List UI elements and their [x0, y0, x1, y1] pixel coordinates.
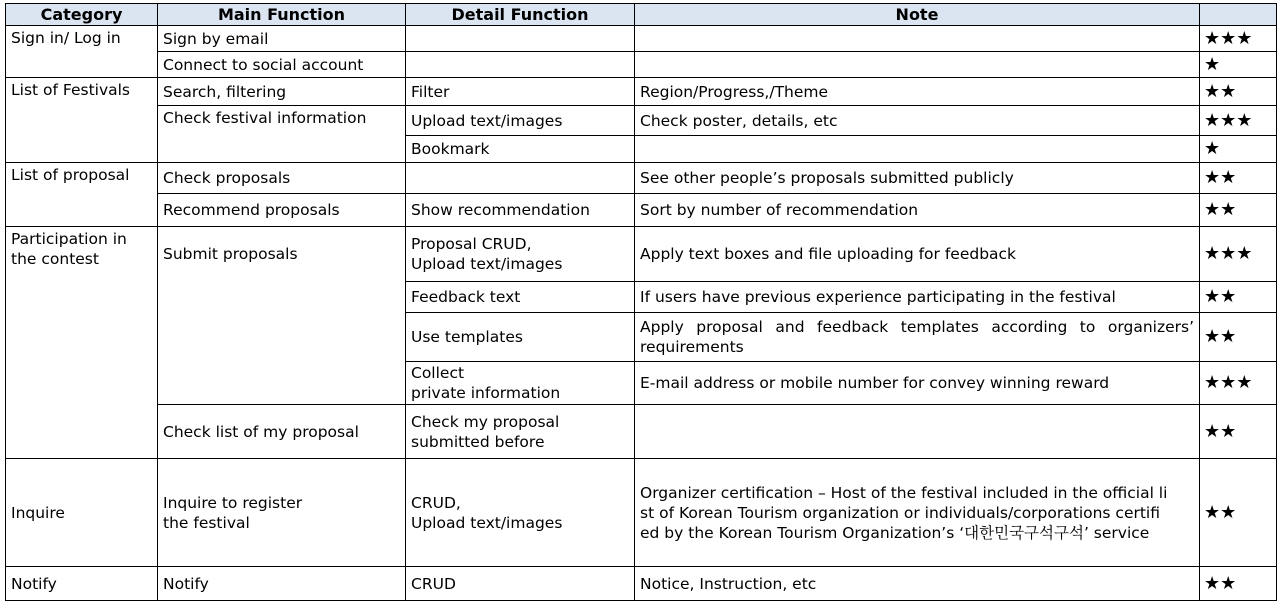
- category-cell: Sign in/ Log in: [6, 26, 158, 78]
- category-cell: Notify: [6, 567, 158, 601]
- rating-cell: ★★★: [1200, 26, 1277, 52]
- main-function-cell: Search, filtering: [158, 78, 406, 106]
- header-main-function: Main Function: [158, 4, 406, 26]
- detail-function-cell: Use templates: [406, 313, 635, 362]
- note-cell: Check poster, details, etc: [635, 106, 1200, 136]
- rating-cell: ★★: [1200, 194, 1277, 227]
- note-line: Apply proposal and feedback templates according to organizers’: [640, 318, 1194, 336]
- table-row: [6, 405, 1277, 459]
- header-detail-function: Detail Function: [406, 4, 635, 26]
- main-function-cell: [158, 459, 406, 567]
- note-cell: Region/Progress,/Theme: [635, 78, 1200, 106]
- main-function-cell: Sign by email: [158, 26, 406, 52]
- rating-cell: ★★: [1200, 459, 1277, 567]
- table-row: [6, 227, 1277, 282]
- detail-function-cell: Upload text/images: [406, 106, 635, 136]
- note-line: ed by the Korean Tourism Organization’s ‘대한민국구석구석’ service: [640, 523, 1150, 542]
- detail-function-cell: Filter: [406, 78, 635, 106]
- table-row: [6, 106, 1277, 136]
- note-cell: [635, 459, 1200, 567]
- rating-cell: ★: [1200, 52, 1277, 78]
- note-line: Organizer certification – Host of the festival included in the official li: [640, 483, 1168, 502]
- note-cell: [635, 26, 1200, 52]
- main-line: the festival: [163, 513, 250, 532]
- detail-line: Upload text/images: [411, 255, 563, 273]
- main-function-cell: Check proposals: [158, 163, 406, 194]
- detail-function-cell: [406, 26, 635, 52]
- rating-cell: ★★: [1200, 78, 1277, 106]
- detail-function-cell: [406, 362, 635, 405]
- main-function-cell: Notify: [158, 567, 406, 601]
- note-cell: See other people’s proposals submitted publicly: [635, 163, 1200, 194]
- main-function-cell: Check list of my proposal: [158, 405, 406, 459]
- note-cell: [635, 405, 1200, 459]
- category-cell: List of proposal: [6, 163, 158, 227]
- feature-table: [5, 3, 1277, 601]
- note-cell: Apply text boxes and file uploading for feedback: [635, 227, 1200, 282]
- main-function-cell: Submit proposals: [158, 227, 406, 405]
- table-row: [6, 78, 1277, 106]
- header-category: Category: [6, 4, 158, 26]
- detail-line: Check my proposal: [411, 412, 560, 431]
- header-row: [6, 4, 1277, 26]
- detail-function-cell: [406, 227, 635, 282]
- category-line: the contest: [11, 250, 99, 268]
- detail-line: private information: [411, 384, 561, 402]
- table-row: [6, 52, 1277, 78]
- note-cell: Sort by number of recommendation: [635, 194, 1200, 227]
- detail-function-cell: Bookmark: [406, 136, 635, 163]
- main-function-cell: Connect to social account: [158, 52, 406, 78]
- rating-cell: ★★: [1200, 282, 1277, 313]
- table-row: [6, 26, 1277, 52]
- table-row: [6, 194, 1277, 227]
- note-cell: [635, 52, 1200, 78]
- note-cell: E-mail address or mobile number for convey winning reward: [635, 362, 1200, 405]
- detail-function-cell: CRUD: [406, 567, 635, 601]
- detail-line: submitted before: [411, 432, 545, 451]
- rating-cell: ★★: [1200, 405, 1277, 459]
- rating-cell: ★★★: [1200, 106, 1277, 136]
- note-cell: [635, 313, 1200, 362]
- detail-function-cell: [406, 459, 635, 567]
- header-note: Note: [635, 4, 1200, 26]
- detail-function-cell: [406, 52, 635, 78]
- note-cell: If users have previous experience participating in the festival: [635, 282, 1200, 313]
- rating-cell: ★★★: [1200, 362, 1277, 405]
- detail-function-cell: Feedback text: [406, 282, 635, 313]
- category-cell: [6, 227, 158, 459]
- main-function-cell: Check festival information: [158, 106, 406, 163]
- detail-function-cell: [406, 163, 635, 194]
- detail-line: Collect: [411, 364, 465, 382]
- category-line: Participation in: [11, 230, 127, 248]
- note-line: requirements: [640, 338, 744, 356]
- rating-cell: ★★: [1200, 313, 1277, 362]
- table-row: [6, 163, 1277, 194]
- rating-cell: ★★: [1200, 163, 1277, 194]
- category-cell: List of Festivals: [6, 78, 158, 163]
- main-function-cell: Recommend proposals: [158, 194, 406, 227]
- detail-function-cell: Show recommendation: [406, 194, 635, 227]
- detail-line: Proposal CRUD,: [411, 235, 532, 253]
- header-rating: [1200, 4, 1277, 26]
- main-line: Inquire to register: [163, 493, 303, 512]
- table-row: [6, 459, 1277, 567]
- rating-cell: ★: [1200, 136, 1277, 163]
- note-cell: [635, 136, 1200, 163]
- note-line: st of Korean Tourism organization or individuals/corporations certifi: [640, 503, 1161, 522]
- note-cell: Notice, Instruction, etc: [635, 567, 1200, 601]
- rating-cell: ★★★: [1200, 227, 1277, 282]
- detail-line: CRUD,: [411, 493, 461, 512]
- rating-cell: ★★: [1200, 567, 1277, 601]
- detail-function-cell: [406, 405, 635, 459]
- detail-line: Upload text/images: [411, 513, 563, 532]
- table-row: [6, 567, 1277, 601]
- category-cell: Inquire: [6, 459, 158, 567]
